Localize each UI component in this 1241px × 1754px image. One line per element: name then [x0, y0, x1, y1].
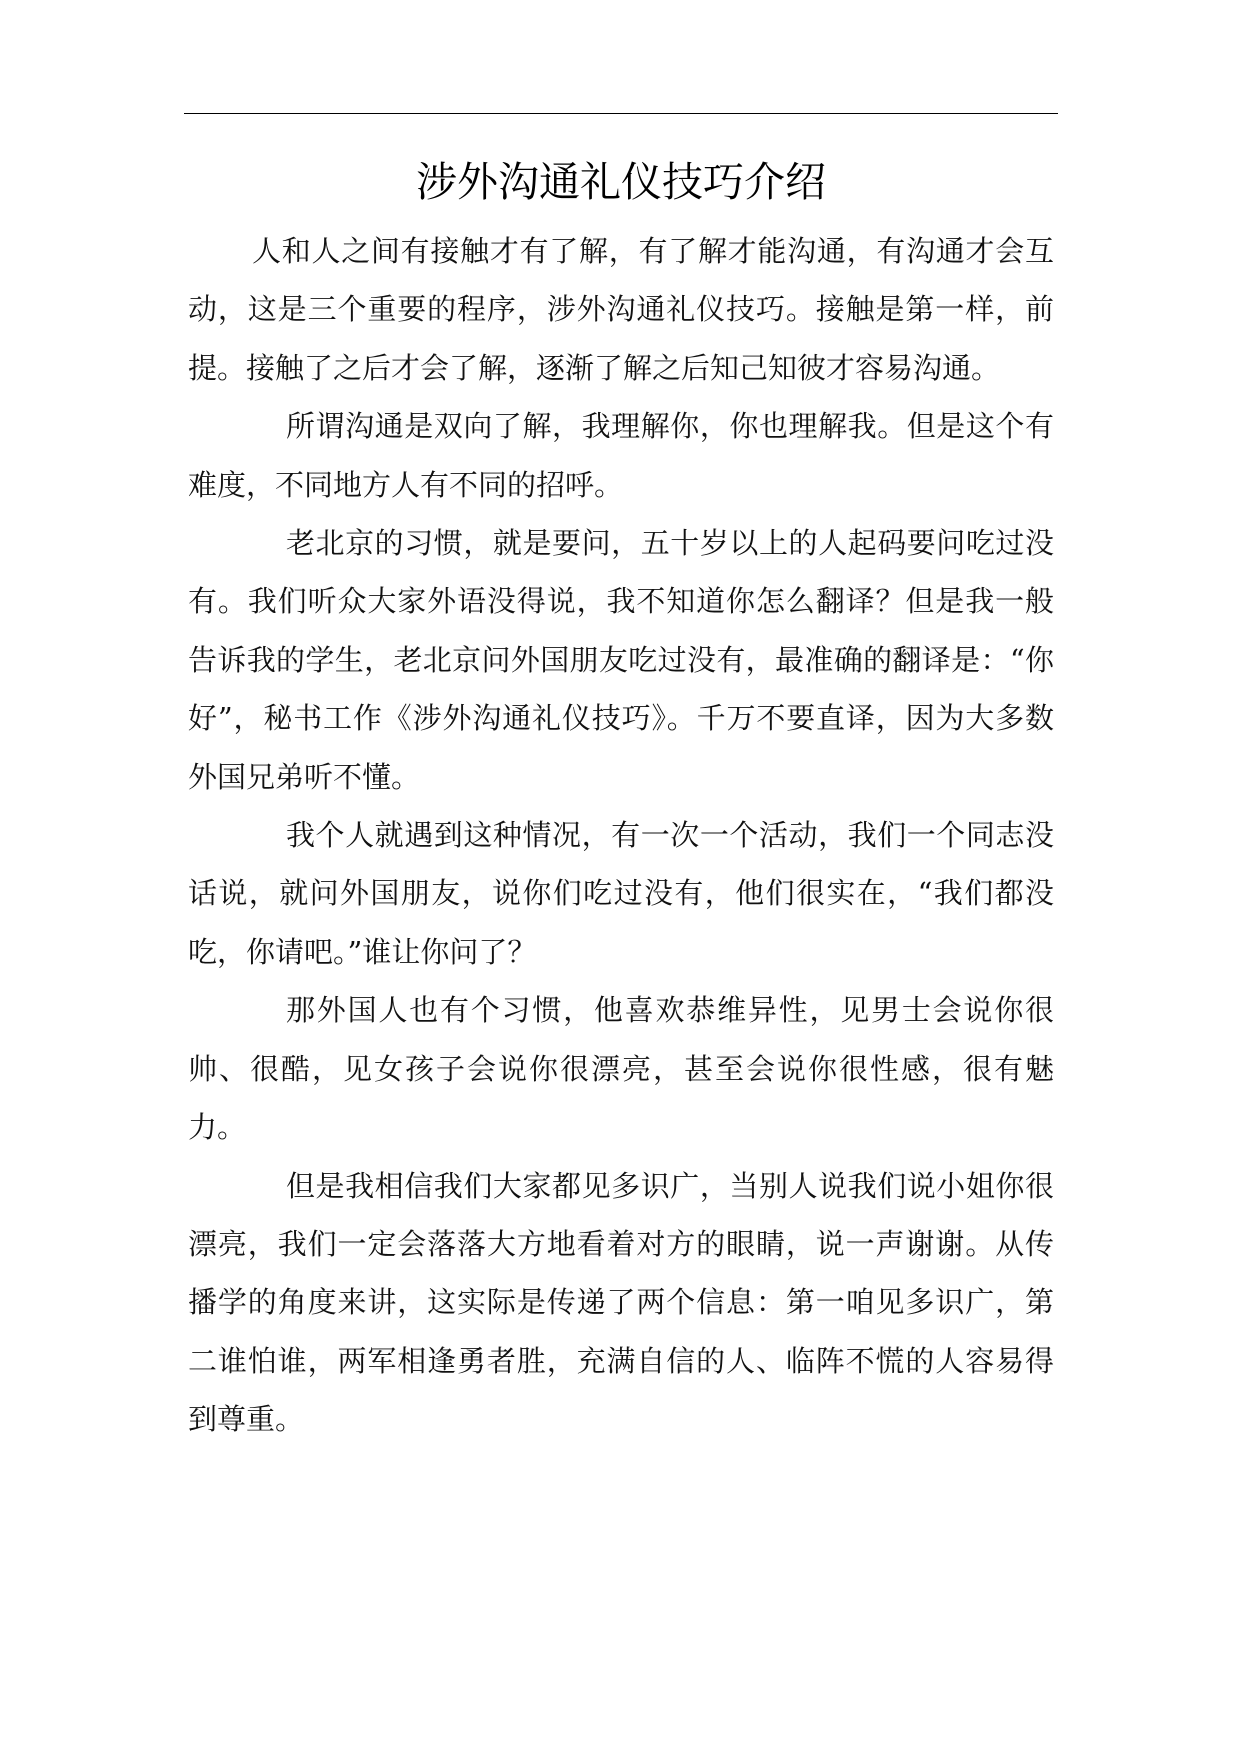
- paragraph: 老北京的习惯，就是要问，五十岁以上的人起码要问吃过没有。我们听众大家外语没得说，我不知道你怎么翻译？但是我一般告诉我的学生，老北京问外国朋友吃过没有，最准确的翻译是：“你好”，秘书工作《涉外沟通礼仪技巧》。千万不要直译，因为大多数外国兄弟听不懂。: [188, 526, 1054, 794]
- paragraph: 那外国人也有个习惯，他喜欢恭维异性，见男士会说你很帅、很酷，见女孩子会说你很漂亮，甚至会说你很性感，很有魅力。: [188, 993, 1054, 1145]
- document-title: 涉外沟通礼仪技巧介绍: [416, 158, 826, 206]
- paragraph: 人和人之间有接触才有了解，有了解才能沟通，有沟通才会互动，这是三个重要的程序，涉外沟通礼仪技巧。接触是第一样，前提。接触了之后才会了解，逐渐了解之后知己知彼才容易沟通。: [188, 234, 1054, 385]
- paragraph: 所谓沟通是双向了解，我理解你，你也理解我。但是这个有难度，不同地方人有不同的招呼。: [188, 409, 1054, 502]
- paragraph: 但是我相信我们大家都见多识广，当别人说我们说小姐你很漂亮，我们一定会落落大方地看着对方的眼睛，说一声谢谢。从传播学的角度来讲，这实际是传递了两个信息：第一咱见多识广，第二谁怕谁，两军相逢勇者胜，充满自信的人、临阵不慌的人容易得到尊重。: [188, 1168, 1054, 1437]
- paragraph: 我个人就遇到这种情况，有一次一个活动，我们一个同志没话说，就问外国朋友，说你们吃过没有，他们很实在，“我们都没吃，你请吧。”谁让你问了？: [188, 818, 1054, 969]
- header-rule: [184, 113, 1058, 114]
- document-body: [188, 222, 1054, 1449]
